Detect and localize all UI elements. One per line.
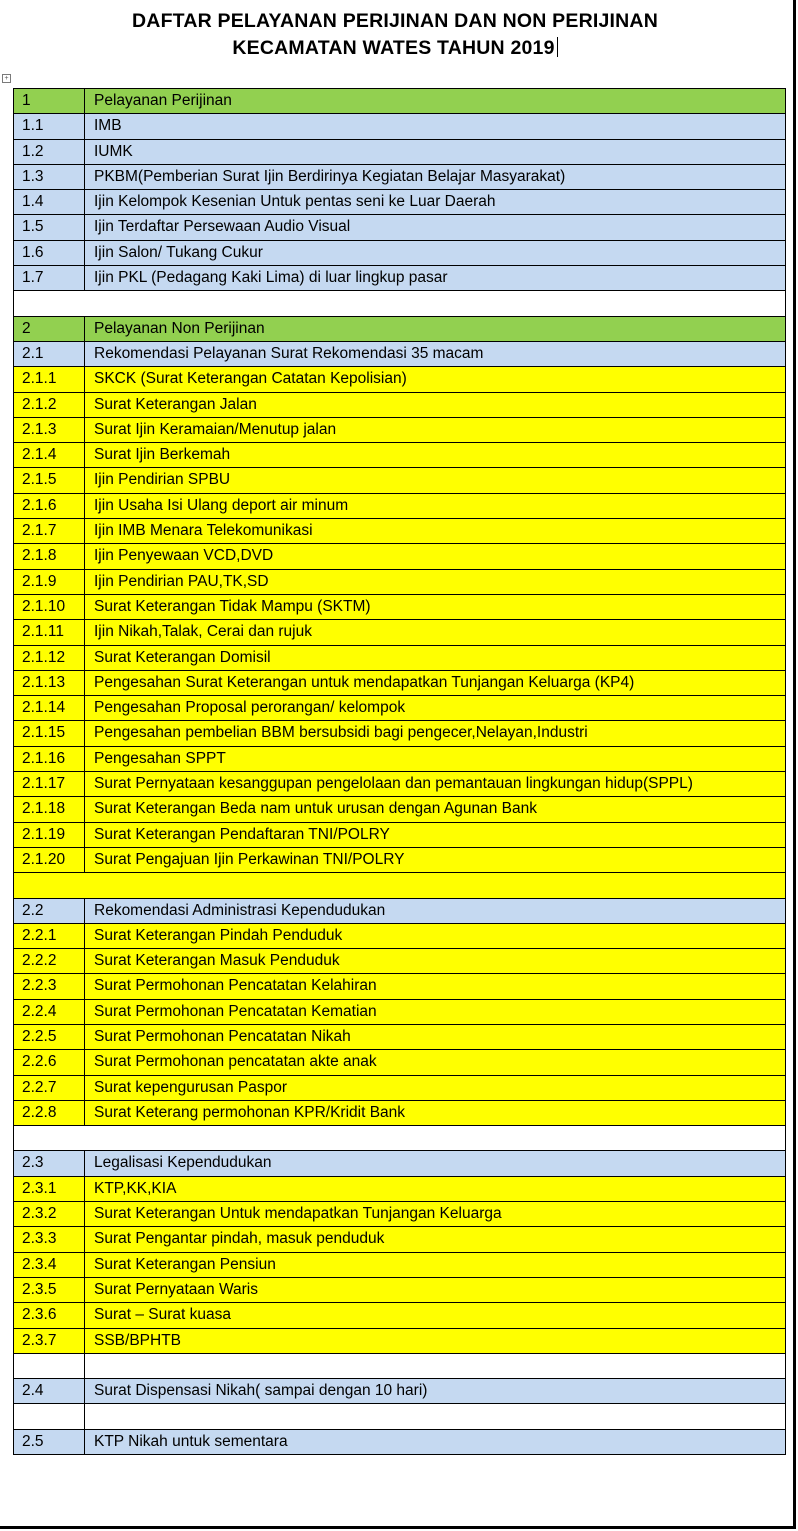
row-number: 2.1.2 — [14, 393, 85, 417]
table-move-handle-icon[interactable]: + — [2, 74, 11, 83]
row-number — [14, 1404, 85, 1428]
table-row-empty — [13, 1354, 786, 1379]
row-number: 2.1.6 — [14, 494, 85, 518]
row-text — [85, 873, 785, 897]
row-number: 2.3.3 — [14, 1227, 85, 1251]
table-row — [13, 1227, 786, 1252]
row-text: Rekomendasi Administrasi Kependudukan — [94, 901, 386, 919]
row-number: 2.1.15 — [14, 721, 85, 745]
row-text: Surat Keterangan Domisil — [94, 648, 271, 666]
table-row — [13, 899, 786, 924]
table-row — [13, 848, 786, 873]
row-number: 2.5 — [14, 1430, 85, 1454]
table-row — [13, 772, 786, 797]
table-row — [13, 1050, 786, 1075]
table-row — [13, 215, 786, 240]
row-number: 2.1.11 — [14, 620, 85, 644]
row-number: 2.3.1 — [14, 1177, 85, 1201]
row-number: 2.1.10 — [14, 595, 85, 619]
table-row — [13, 241, 786, 266]
table-row — [13, 1151, 786, 1176]
table-row — [13, 89, 786, 114]
row-number: 1.5 — [14, 215, 85, 239]
row-number: 2.3.2 — [14, 1202, 85, 1226]
row-text: IUMK — [94, 142, 133, 160]
row-text: Ijin PKL (Pedagang Kaki Lima) di luar lingkup pasar — [94, 269, 448, 287]
row-number: 2.3.4 — [14, 1253, 85, 1277]
row-text — [85, 1404, 785, 1428]
row-text: Surat Keterangan Pensiun — [94, 1255, 276, 1273]
table-row — [13, 646, 786, 671]
row-text: Ijin Salon/ Tukang Cukur — [94, 243, 263, 261]
row-number: 2.1.19 — [14, 823, 85, 847]
row-number: 1 — [14, 89, 85, 113]
row-text: PKBM(Pemberian Surat Ijin Berdirinya Kegiatan Belajar Masyarakat) — [94, 167, 566, 185]
table-row — [13, 342, 786, 367]
table-row — [13, 544, 786, 569]
row-number: 2.1.14 — [14, 696, 85, 720]
table-row — [13, 140, 786, 165]
row-number: 2.1.12 — [14, 646, 85, 670]
row-number: 2.2.3 — [14, 974, 85, 998]
row-number: 2.1 — [14, 342, 85, 366]
table-row — [13, 1329, 786, 1354]
row-text: Surat Keterangan Beda nam untuk urusan dengan Agunan Bank — [94, 800, 537, 818]
row-number: 2.1.18 — [14, 797, 85, 821]
row-text — [85, 291, 785, 315]
table-row — [13, 1278, 786, 1303]
row-number: 2.2.4 — [14, 1000, 85, 1024]
table-row-empty — [13, 1126, 786, 1151]
row-text: Surat Permohonan Pencatatan Nikah — [94, 1027, 351, 1045]
table-row — [13, 1379, 786, 1404]
row-text: Ijin IMB Menara Telekomunikasi — [94, 522, 313, 540]
row-number: 2.1.17 — [14, 772, 85, 796]
row-text: Rekomendasi Pelayanan Surat Rekomendasi 35 macam — [94, 344, 484, 362]
table-row — [13, 949, 786, 974]
title-line-1: DAFTAR PELAYANAN PERIJINAN DAN NON PERIJINAN — [132, 10, 658, 32]
row-text — [85, 1354, 785, 1378]
row-text: Surat Pengajuan Ijin Perkawinan TNI/POLRY — [94, 850, 405, 868]
row-number: 2.3.7 — [14, 1329, 85, 1353]
row-number: 2.1.3 — [14, 418, 85, 442]
table-row — [13, 595, 786, 620]
table-row — [13, 1202, 786, 1227]
table-row — [13, 468, 786, 493]
table-row — [13, 696, 786, 721]
row-text: Pengesahan Surat Keterangan untuk mendapatkan Tunjangan Keluarga (KP4) — [94, 673, 635, 691]
row-text: Surat Keterangan Untuk mendapatkan Tunjangan Keluarga — [94, 1205, 502, 1223]
row-text: Surat Keterangan Jalan — [94, 395, 257, 413]
row-text: Surat Keterangan Tidak Mampu (SKTM) — [94, 597, 371, 615]
row-text: Surat Keterang permohonan KPR/Kridit Bank — [94, 1103, 406, 1121]
row-number — [14, 1354, 85, 1378]
row-number: 2.2 — [14, 899, 85, 923]
row-number — [14, 873, 85, 897]
table-row — [13, 1025, 786, 1050]
text-cursor — [557, 37, 558, 57]
row-number: 1.3 — [14, 165, 85, 189]
row-number: 2.3.5 — [14, 1278, 85, 1302]
row-number: 2.1.16 — [14, 747, 85, 771]
row-text: Surat Pernyataan Waris — [94, 1280, 258, 1298]
table-row — [13, 190, 786, 215]
table-row-empty — [13, 291, 786, 316]
row-text: KTP,KK,KIA — [94, 1179, 177, 1197]
row-number: 1.1 — [14, 114, 85, 138]
row-number: 2.2.5 — [14, 1025, 85, 1049]
table-row-empty — [13, 1404, 786, 1429]
table-row — [13, 1076, 786, 1101]
table-row — [13, 266, 786, 291]
title-line-2-text: KECAMATAN WATES TAHUN 2019 — [232, 37, 555, 59]
table-row — [13, 1253, 786, 1278]
row-number: 2.1.5 — [14, 468, 85, 492]
row-text: Ijin Kelompok Kesenian Untuk pentas seni ke Luar Daerah — [94, 193, 496, 211]
row-text: Surat – Surat kuasa — [94, 1306, 231, 1324]
table-row-empty — [13, 873, 786, 898]
row-number: 2.2.2 — [14, 949, 85, 973]
row-number: 2 — [14, 317, 85, 341]
row-text: Pelayanan Perijinan — [94, 92, 232, 109]
table-row — [13, 797, 786, 822]
table-row — [13, 620, 786, 645]
row-text: Legalisasi Kependudukan — [94, 1154, 272, 1172]
table-row — [13, 165, 786, 190]
row-number: 1.2 — [14, 140, 85, 164]
row-text: Surat Permohonan Pencatatan Kelahiran — [94, 977, 377, 995]
row-number: 2.2.8 — [14, 1101, 85, 1125]
row-number: 1.6 — [14, 241, 85, 265]
table-row — [13, 1177, 786, 1202]
row-text: Pengesahan Proposal perorangan/ kelompok — [94, 699, 406, 717]
row-text — [85, 1126, 785, 1150]
table-row — [13, 317, 786, 342]
table-row — [13, 1303, 786, 1328]
row-number: 2.1.8 — [14, 544, 85, 568]
row-text: Surat Keterangan Masuk Penduduk — [94, 952, 340, 970]
row-text: SSB/BPHTB — [94, 1331, 181, 1349]
table-row — [13, 1000, 786, 1025]
table-row — [13, 443, 786, 468]
row-number: 2.4 — [14, 1379, 85, 1403]
row-text: Pengesahan SPPT — [94, 749, 226, 767]
table-row — [13, 114, 786, 139]
row-text: Surat Dispensasi Nikah( sampai dengan 10 hari) — [94, 1382, 428, 1400]
row-number: 2.1.13 — [14, 671, 85, 695]
row-text: Surat Ijin Keramaian/Menutup jalan — [94, 420, 337, 438]
row-text: Surat Ijin Berkemah — [94, 446, 231, 464]
table-row — [13, 393, 786, 418]
table-row — [13, 747, 786, 772]
row-text: Surat Permohonan Pencatatan Kematian — [94, 1002, 377, 1020]
title-line-2 — [0, 35, 790, 62]
services-table — [13, 88, 786, 1455]
row-text: Surat Pengantar pindah, masuk penduduk — [94, 1230, 385, 1248]
row-number: 2.1.4 — [14, 443, 85, 467]
row-number — [14, 291, 85, 315]
row-number: 2.3.6 — [14, 1303, 85, 1327]
row-text: Ijin Penyewaan VCD,DVD — [94, 547, 274, 565]
row-text: Surat Permohonan pencatatan akte anak — [94, 1053, 377, 1071]
row-number: 2.2.6 — [14, 1050, 85, 1074]
table-row — [13, 671, 786, 696]
row-text: Ijin Nikah,Talak, Cerai dan rujuk — [94, 623, 312, 641]
table-row — [13, 721, 786, 746]
row-text: KTP Nikah untuk sementara — [94, 1432, 288, 1450]
row-text: Ijin Terdaftar Persewaan Audio Visual — [94, 218, 351, 236]
row-text: Ijin Pendirian SPBU — [94, 471, 231, 489]
row-number — [14, 1126, 85, 1150]
table-row — [13, 519, 786, 544]
row-number: 2.2.1 — [14, 924, 85, 948]
row-text: Ijin Pendirian PAU,TK,SD — [94, 572, 269, 590]
document-title — [0, 8, 790, 62]
row-number: 1.7 — [14, 266, 85, 290]
row-text: Pelayanan Non Perijinan — [94, 319, 265, 337]
table-row — [13, 1101, 786, 1126]
row-text: Surat kepengurusan Paspor — [94, 1078, 288, 1096]
row-number: 2.1.7 — [14, 519, 85, 543]
table-row — [13, 570, 786, 595]
row-text: Surat Pernyataan kesanggupan pengelolaan dan pemantauan lingkungan hidup(SPPL) — [94, 775, 693, 793]
row-text: Surat Keterangan Pendaftaran TNI/POLRY — [94, 825, 390, 843]
row-text: Surat Keterangan Pindah Penduduk — [94, 926, 343, 944]
table-row — [13, 418, 786, 443]
table-row — [13, 823, 786, 848]
table-row — [13, 494, 786, 519]
row-number: 2.3 — [14, 1151, 85, 1175]
row-number: 2.1.1 — [14, 367, 85, 391]
row-text: IMB — [94, 117, 122, 135]
row-number: 2.2.7 — [14, 1076, 85, 1100]
row-text: Ijin Usaha Isi Ulang deport air minum — [94, 496, 349, 514]
row-number: 2.1.9 — [14, 570, 85, 594]
table-row — [13, 1430, 786, 1455]
row-number: 1.4 — [14, 190, 85, 214]
row-text: Pengesahan pembelian BBM bersubsidi bagi pengecer,Nelayan,Industri — [94, 724, 588, 742]
row-text: SKCK (Surat Keterangan Catatan Kepolisian) — [94, 370, 407, 388]
table-row — [13, 367, 786, 392]
row-number: 2.1.20 — [14, 848, 85, 872]
table-row — [13, 924, 786, 949]
table-row — [13, 974, 786, 999]
